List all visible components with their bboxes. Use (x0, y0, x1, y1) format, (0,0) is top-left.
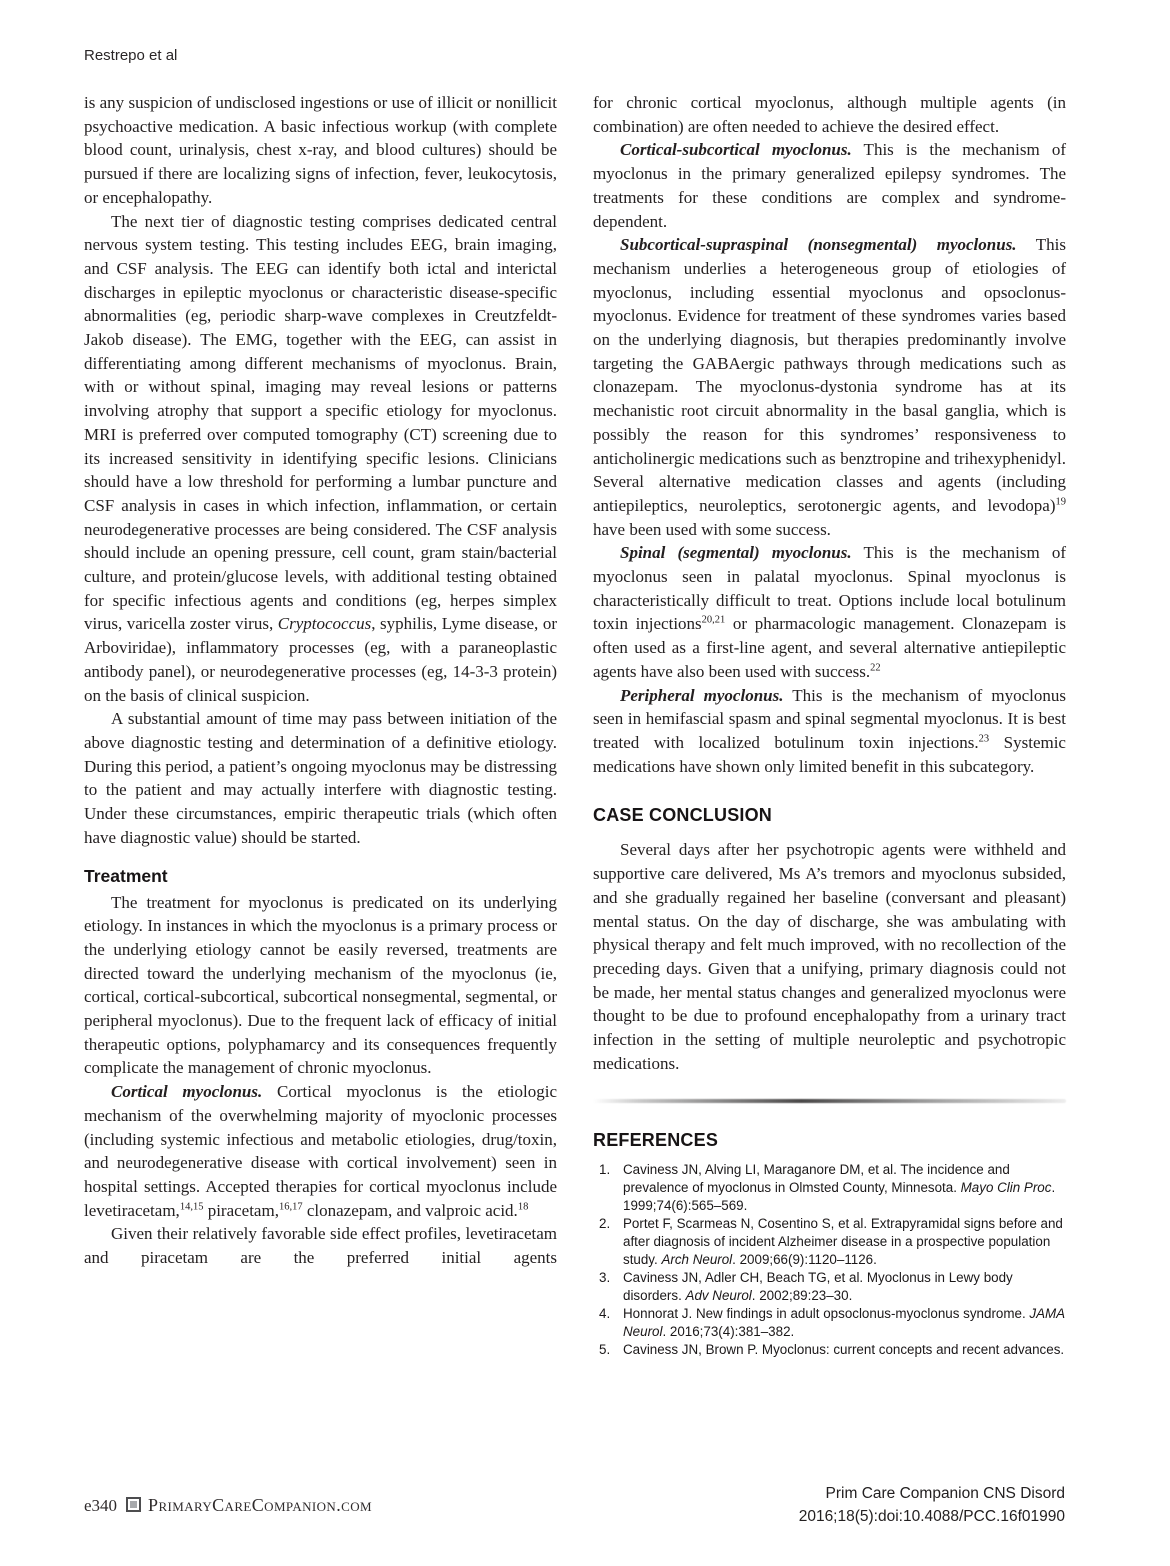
citation-superscript: 18 (517, 1200, 529, 1212)
reference-list (593, 1161, 1066, 1359)
paragraph-text: Systemic medications have shown only limited benefit in this subcategory. (593, 732, 1066, 776)
reference-number: 5. (599, 1342, 611, 1358)
paragraph-diagnostic-workup: is any suspicion of undisclosed ingestions or use of illicit or nonillicit psychoactive medication. A basic infectious workup (with complete blood count, urinalysis, chest x-ray, and blood cultures) should be pursued if there are localizing signs of infection, fever, leukocytosis, or encephalopathy. (84, 93, 557, 207)
citation-superscript: 22 (870, 662, 881, 674)
paragraph-peripheral-myoclonus (593, 684, 1066, 779)
journal-name: JAMA Neurol (623, 1306, 1065, 1340)
bold-italic-lead: Cortical-subcortical myoclonus. (620, 140, 852, 160)
page-number: e340 (84, 1496, 118, 1515)
right-column (593, 91, 1066, 1359)
paragraph-text: have been used with some success. (593, 519, 831, 539)
paragraph-spinal-segmental (593, 541, 1066, 683)
journal-name: Mayo Clin Proc (960, 1180, 1052, 1196)
paragraph-text: This is the mechanism of myoclonus seen in hemifascial spasm and spinal segmental myoclonus. It is best treated with localized botulinum toxin injections. (593, 685, 1067, 752)
reference-text: . 2016;73(4):381–382. (662, 1324, 795, 1340)
reference-item (593, 1215, 1066, 1269)
reference-text: . 2002;89:23–30. (751, 1288, 853, 1304)
journal-doi: 2016;18(5):doi:10.4088/PCC.16f01990 (798, 1508, 1065, 1525)
paragraph-subcortical-supraspinal (593, 233, 1066, 541)
citation-superscript: 16,17 (278, 1200, 303, 1212)
paragraph-text: Cortical myoclonus is the etiologic mechanism of the overwhelming majority of myoclonic processes (including systemic infectious and metabolic etiologies, drug/toxin, and neurodegenerative disease with cortical involvement) seen in hospital settings. Accepted therapies for cortical myoclonus include levetiracetam, (84, 1082, 557, 1220)
paragraph-text: This is the mechanism of myoclonus in the primary generalized epilepsy syndromes. The treatments for these conditions are complex and syndrome-dependent. (593, 140, 1067, 231)
journal-title: Prim Care Companion CNS Disord (825, 1485, 1065, 1502)
reference-number: 2. (599, 1216, 611, 1232)
italic-term: Cryptococcus (277, 614, 372, 634)
citation-superscript: 19 (1055, 496, 1066, 508)
paragraph-time-between-testing: A substantial amount of time may pass between initiation of the above diagnostic testing and determination of a definitive etiology. During this period, a patient’s ongoing myoclonus may be distressing to the patient and may actually interfere with diagnostic testing. Under these circumstances, empiric therapeutic trials (which often have diagnostic value) should be started. (84, 709, 557, 847)
reference-number: 1. (599, 1162, 611, 1178)
reference-item (593, 1161, 1066, 1215)
left-column (84, 91, 557, 1359)
paragraph-text: piracetam, (203, 1200, 279, 1220)
treatment-heading: Treatment (84, 865, 168, 886)
reference-item (593, 1341, 1066, 1359)
footer-left (84, 1495, 372, 1516)
paragraph-cortical-myoclonus (84, 1080, 557, 1222)
two-column-layout (84, 91, 1066, 1359)
paragraph-text: The next tier of diagnostic testing comprises dedicated central nervous system testing. This testing includes EEG, brain imaging, and CSF analysis. The EEG can identify both ictal and interictal discharges in epileptic myoclonus or characteristic disease-specific abnormalities (eg, periodic sharp-wave complexes in Creutzfeldt-Jakob disease). The EMG, together with the EEG, can assist in differentiating among different mechanisms of myoclonus. Brain, with or without spinal, imaging may reveal lesions or patterns involving atrophy that support a specific etiology for myoclonus. MRI is preferred over computed tomography (CT) screening due to its increased sensitivity in identifying specific lesions. Clinicians should have a low threshold for performing a lumbar puncture and CSF analysis in cases in which infection, inflammation, or certain neurodegenerative processes are being considered. The CSF analysis should include an opening pressure, cell count, gram stain/bacterial culture, and protein/glucose levels, with additional testing obtained for specific infectious agents and conditions (eg, herpes simplex virus, varicella zoster virus, (84, 211, 557, 634)
bold-italic-lead: Subcortical-supraspinal (nonsegmental) myoclonus. (620, 235, 1017, 255)
paragraph-chronic-cortical: for chronic cortical myoclonus, although multiple agents (in combination) are often needed to achieve the desired effect. (593, 93, 1066, 136)
paragraph-text: clonazepam, and valproic acid. (302, 1200, 518, 1220)
reference-number: 4. (599, 1306, 611, 1322)
paragraph-preferred-agents: Given their relatively favorable side effect profiles, levetiracetam and piracetam are the preferred initial agents (84, 1224, 557, 1268)
reference-text: . 1999;74(6):565–569. (623, 1180, 1056, 1214)
reference-text: Caviness JN, Alving LI, Maraganore DM, et al. The incidence and prevalence of myoclonus in Olmsted County, Minnesota. (623, 1162, 1010, 1196)
reference-text: . 2009;66(9):1120–1126. (732, 1252, 877, 1268)
journal-name: Adv Neurol (685, 1288, 752, 1304)
running-head: Restrepo et al (84, 47, 178, 64)
bold-italic-lead: Peripheral myoclonus. (620, 685, 784, 705)
reference-number: 3. (599, 1270, 611, 1286)
reference-text: Honnorat J. New findings in adult opsoclonus-myoclonus syndrome. (623, 1306, 1030, 1322)
reference-item (593, 1305, 1066, 1341)
paragraph-text: This is the mechanism of myoclonus seen in palatal myoclonus. Spinal myoclonus is characteristically difficult to treat. Options include local botulinum toxin injections (593, 543, 1066, 634)
journal-website: PrimaryCareCompanion.com (148, 1495, 372, 1515)
paragraph-case-conclusion: Several days after her psychotropic agents were withheld and supportive care delivered, Ms A’s tremors and myoclonus subsided, and she gradually regained her baseline (conversant and pleasant) mental status. On the day of discharge, she was ambulating with physical therapy and felt much improved, with no recollection of the preceding days. Given that a unifying, primary diagnosis could not be made, her mental status changes and generalized myoclonus were thought to be due to profound encephalopathy from a urinary tract infection in the setting of multiple neuroleptic and psychotropic medications. (593, 840, 1066, 1073)
citation-superscript: 23 (978, 733, 990, 745)
page-footer (84, 1482, 1065, 1528)
reference-item (593, 1269, 1066, 1305)
paragraph-text: , syphilis, Lyme disease, or Arboviridae), inflammatory processes (eg, with a paraneoplastic antibody panel), or neurodegenerative processes (eg, 14-3-3 protein) on the basis of clinical suspicion. (84, 614, 557, 705)
paragraph-treatment-overview: The treatment for myoclonus is predicated on its underlying etiology. In instances in which the myoclonus is a primary process or the underlying etiology cannot be easily reversed, treatments are directed toward the underlying mechanism of the myoclonus (ie, cortical, cortical-subcortical, subcortical nonsegmental, segmental, or peripheral myoclonus). Due to the frequent lack of efficacy of initial therapeutic options, polyphamarcy and its consequences frequently complicate the management of chronic myoclonus. (84, 892, 557, 1078)
paragraph-next-tier-testing (84, 210, 557, 708)
bold-italic-lead: Cortical myoclonus. (111, 1082, 263, 1102)
square-bullet-icon (126, 1497, 141, 1512)
paragraph-text: or pharmacologic management. Clonazepam is often used as a first-line agent, and several alternative antiepileptic agents have also been used with success. (593, 614, 1066, 681)
citation-superscript: 14,15 (179, 1200, 204, 1212)
paragraph-text: This mechanism underlies a heterogeneous group of etiologies of myoclonus, including essential myoclonus and opsoclonus-myoclonus. Evidence for treatment of these syndromes varies based on the underlying diagnosis, but therapies predominantly involve targeting the GABAergic pathways through medications such as clonazepam. The myoclonus-dystonia syndrome has at its mechanistic root circuit abnormality in the basal ganglia, which is possibly the reason for this syndromes’ responsiveness to anticholinergic medications such as benztropine and trihexyphenidyl. Several alternative medication classes and agents (including antiepileptics, neuroleptics, serotonergic agents, and levodopa) (593, 235, 1066, 515)
bold-italic-lead: Spinal (segmental) myoclonus. (620, 543, 852, 563)
section-divider (593, 1099, 1066, 1103)
reference-text: Caviness JN, Adler CH, Beach TG, et al. Myoclonus in Lewy body disorders. (623, 1270, 1013, 1304)
citation-superscript: 20,21 (701, 614, 726, 626)
case-conclusion-heading: CASE CONCLUSION (593, 805, 773, 826)
references-heading: REFERENCES (593, 1130, 719, 1151)
reference-text: Portet F, Scarmeas N, Cosentino S, et al. Extrapyramidal signs before and after diagnosis of incident Alzheimer disease in a prospective population study. (623, 1216, 1063, 1268)
paragraph-cortical-subcortical (593, 138, 1066, 233)
journal-name: Arch Neurol (661, 1252, 733, 1268)
reference-text: Caviness JN, Brown P. Myoclonus: current concepts and recent advances. (623, 1342, 1065, 1358)
footer-citation (799, 1482, 1065, 1528)
